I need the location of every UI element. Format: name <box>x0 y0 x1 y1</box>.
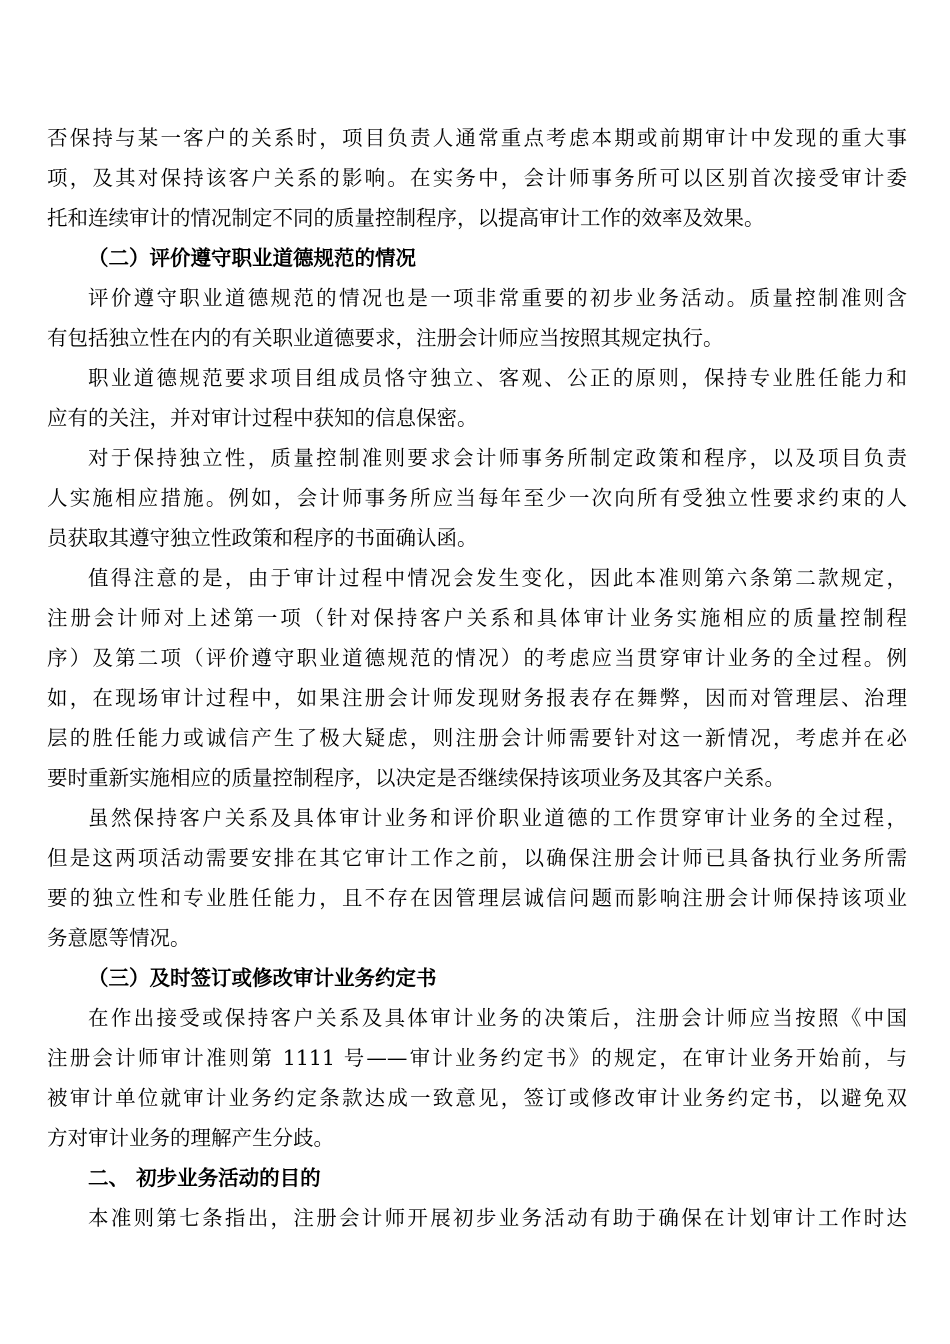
paragraph-first-line: 对于保持独立性，质量控制准则要求会计师事务所制定政策和程序，以及项目负责 <box>88 446 907 470</box>
body-text-line: 但是这两项活动需要安排在其它审计工作之前，以确保注册会计师已具备执行业务所需 <box>47 846 907 870</box>
paragraph-first-line: 本准则第七条指出，注册会计师开展初步业务活动有助于确保在计划审计工作时达 <box>88 1206 907 1230</box>
body-text-line: 有包括独立性在内的有关职业道德要求，注册会计师应当按照其规定执行。 <box>47 326 724 350</box>
body-text-line: 被审计单位就审计业务约定条款达成一致意见，签订或修改审计业务约定书，以避免双 <box>47 1086 907 1110</box>
paragraph-first-line: 值得注意的是，由于审计过程中情况会发生变化，因此本准则第六条第二款规定， <box>88 566 907 590</box>
body-text-line: 要的独立性和专业胜任能力，且不存在因管理层诚信问题而影响注册会计师保持该项业 <box>47 886 907 910</box>
body-text-line: 注册会计师对上述第一项（针对保持客户关系和具体审计业务实施相应的质量控制程 <box>47 606 907 630</box>
paragraph-first-line: 虽然保持客户关系及具体审计业务和评价职业道德的工作贯穿审计业务的全过程， <box>88 806 907 830</box>
body-text-line: 序）及第二项（评价遵守职业道德规范的情况）的考虑应当贯穿审计业务的全过程。例 <box>47 646 907 670</box>
body-text-line: 否保持与某一客户的关系时，项目负责人通常重点考虑本期或前期审计中发现的重大事 <box>47 126 907 150</box>
section-heading: （二）评价遵守职业道德规范的情况 <box>88 246 416 270</box>
body-text-line: 注册会计师审计准则第 1111 号——审计业务约定书》的规定，在审计业务开始前，与 <box>47 1046 907 1070</box>
body-text-line: 员获取其遵守独立性政策和程序的书面确认函。 <box>47 526 478 550</box>
body-text-line: 层的胜任能力或诚信产生了极大疑虑，则注册会计师需要针对这一新情况，考虑并在必 <box>47 726 907 750</box>
paragraph-first-line: 职业道德规范要求项目组成员恪守独立、客观、公正的原则，保持专业胜任能力和 <box>88 366 907 390</box>
body-text-line: 项，及其对保持该客户关系的影响。在实务中，会计师事务所可以区别首次接受审计委 <box>47 166 907 190</box>
body-text-line: 务意愿等情况。 <box>47 926 191 950</box>
body-text-line: 如，在现场审计过程中，如果注册会计师发现财务报表存在舞弊，因而对管理层、治理 <box>47 686 907 710</box>
body-text-line: 托和连续审计的情况制定不同的质量控制程序，以提高审计工作的效率及效果。 <box>47 206 765 230</box>
section-heading: 二、 初步业务活动的目的 <box>88 1166 321 1190</box>
paragraph-first-line: 评价遵守职业道德规范的情况也是一项非常重要的初步业务活动。质量控制准则含 <box>88 286 907 310</box>
paragraph-first-line: 在作出接受或保持客户关系及具体审计业务的决策后，注册会计师应当按照《中国 <box>88 1006 907 1030</box>
body-text-line: 方对审计业务的理解产生分歧。 <box>47 1126 334 1150</box>
body-text-line: 人实施相应措施。例如，会计师事务所应当每年至少一次向所有受独立性要求约束的人 <box>47 486 907 510</box>
body-text-line: 要时重新实施相应的质量控制程序，以决定是否继续保持该项业务及其客户关系。 <box>47 766 785 790</box>
document-page <box>47 118 907 1238</box>
body-text-line: 应有的关注，并对审计过程中获知的信息保密。 <box>47 406 478 430</box>
section-heading: （三）及时签订或修改审计业务约定书 <box>88 966 437 990</box>
